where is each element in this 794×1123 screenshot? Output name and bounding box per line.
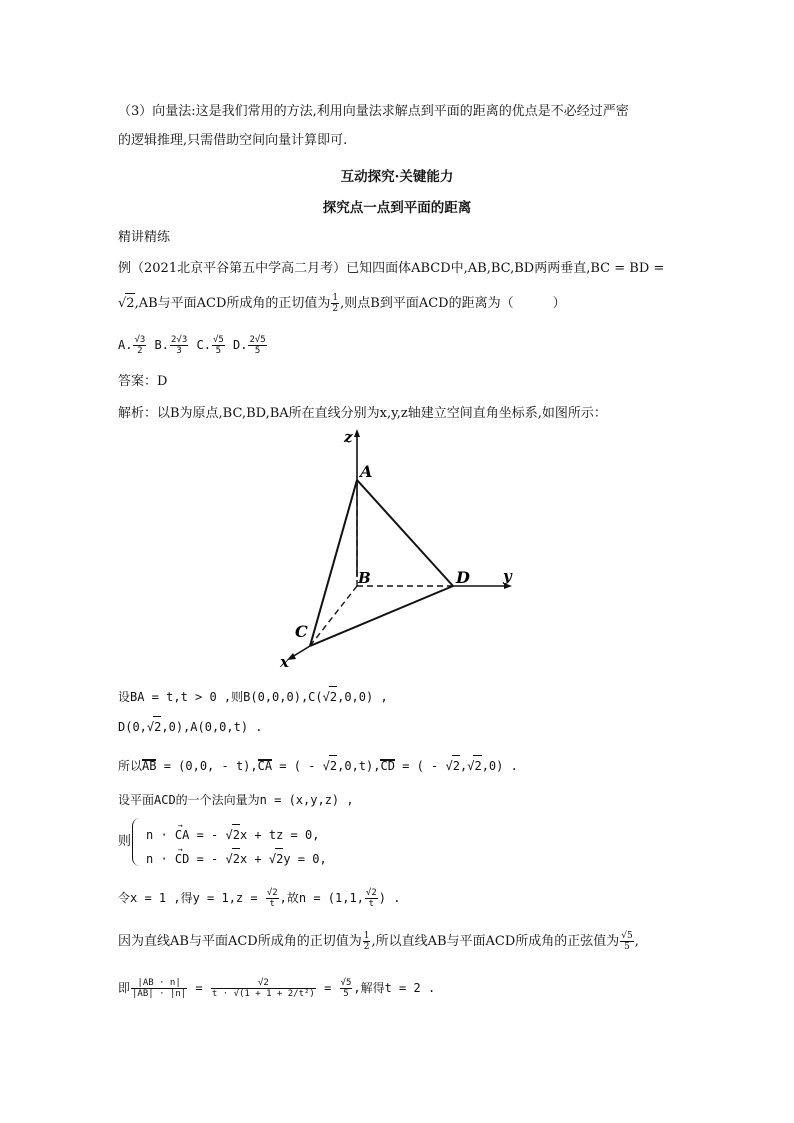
edge-cd — [310, 586, 453, 646]
options-line — [118, 335, 268, 356]
tan-fraction: $\frac{1}{2}$ — [332, 293, 339, 314]
label-x: x — [280, 653, 289, 671]
z-arrow — [354, 429, 360, 437]
subsection-title: 探究点一点到平面的距离 — [322, 200, 472, 216]
system-eq2: n · → CD = - √2x + √2y = 0, — [146, 848, 327, 869]
label-d: D — [456, 568, 470, 587]
system-eq1: n · → CA = - √2x + tz = 0, — [146, 824, 319, 845]
option-d: D. $\frac{2√5}{5}$ — [233, 335, 266, 356]
step4-line: 设平面ACD的一个法向量为n = (x,y,z) , — [118, 793, 354, 807]
example-line2: √2,AB与平面ACD所成角的正切值为 $\frac{1}{2}$ ,则点B到平面ACD的距离为（ ） — [118, 293, 566, 314]
tetrahedron-figure — [270, 425, 530, 675]
option-a: A. $\frac{√3}{2}$ — [118, 335, 146, 356]
example-line1: 例（2021北京平谷第五中学高二月考）已知四面体ABCD中,AB,BC,BD两两垂直,BC = BD = — [118, 261, 665, 276]
example-mid-text: ,AB与平面ACD所成角的正切值为 — [134, 296, 331, 311]
step1-line: 设BA = t,t > 0 ,则B(0,0,0),C(√2,0,0) , — [118, 686, 388, 707]
x-axis — [292, 646, 310, 657]
option-b: B. $\frac{2√3}{3}$ — [154, 335, 188, 356]
vector-ab: AB — [142, 759, 157, 773]
para3-line2: 的逻辑推理,只需借助空间向量计算即可. — [118, 133, 348, 148]
example-end-text: ,则点B到平面ACD的距离为（ ） — [340, 296, 566, 311]
answer-line: 答案：D — [118, 374, 168, 389]
analysis-line: 解析：以B为原点,BC,BD,BA所在直线分别为x,y,z轴建立空间直角坐标系,如图所示： — [118, 406, 607, 421]
step2-line: D(0,√2,0),A(0,0,t) . — [118, 716, 263, 737]
step5-line: 令x = 1 ,得y = 1,z = $\frac{√2}{t}$ ,故n = (1,1, $\frac{√2}{t}$ ) . — [118, 888, 401, 909]
label-b: B — [358, 569, 371, 587]
system-then: 则 — [118, 834, 132, 849]
label-y: y — [503, 567, 512, 585]
step3-line: 所以AB = (0,0, - t),CA = ( - √2,0,t),CD = ( - √2,√2,0) . — [118, 755, 518, 776]
vector-ca: CA — [257, 759, 273, 773]
option-c: C. $\frac{√5}{5}$ — [196, 335, 224, 356]
edge-ac — [310, 480, 357, 646]
label-a: A — [360, 462, 373, 481]
label-c: C — [295, 622, 308, 641]
label-z: z — [344, 428, 353, 446]
sqrt-value: 2 — [125, 293, 134, 314]
heading-practice: 精讲精练 — [118, 230, 171, 245]
edge-ad — [357, 480, 453, 586]
step7-line: 即 $\frac{|AB \cdot n|}{|AB| \cdot |n|}$ = $\frac{√2}{\text{t · √(1 + 1 + 2/t²)}}$ = $\frac{√5}{5}$ ,解得t = 2 . — [118, 978, 436, 999]
vector-cd: CD — [380, 759, 395, 773]
section-title: 互动探究·关键能力 — [340, 169, 454, 185]
step6-line: 因为直线AB与平面ACD所成角的正切值为 $\frac{1}{2}$ ,所以直线AB与平面ACD所成角的正弦值为 $\frac{√5}{5}$ , — [118, 931, 639, 952]
system-brace — [132, 818, 143, 866]
para3-line1: （3）向量法:这是我们常用的方法,利用向量法求解点到平面的距离的优点是不必经过严密 — [118, 104, 629, 119]
